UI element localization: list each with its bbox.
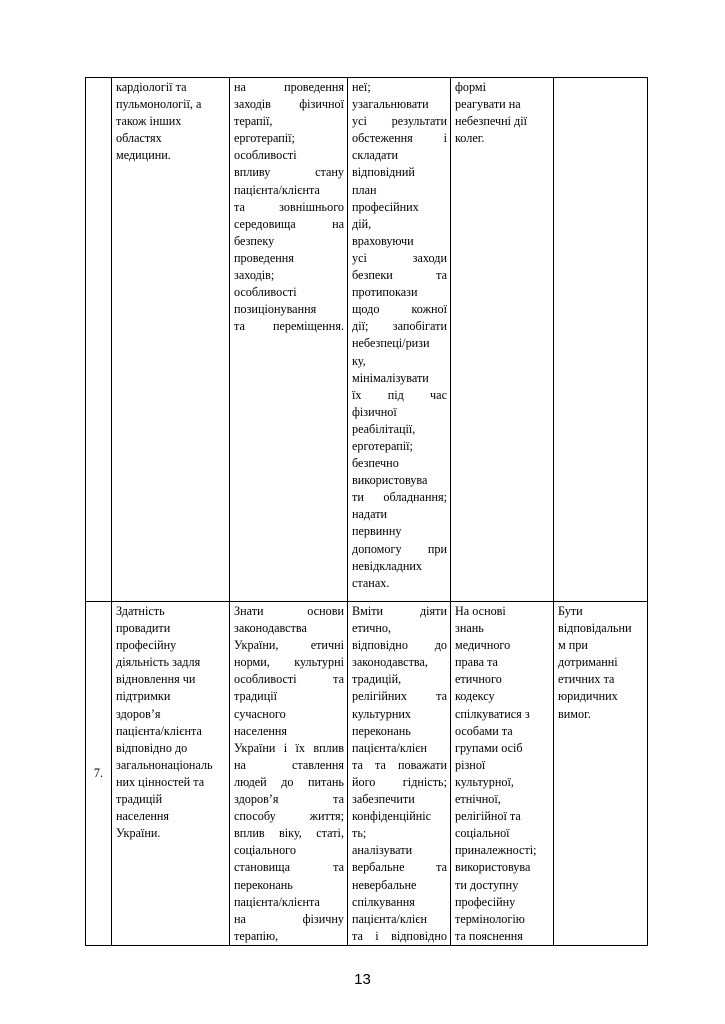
cell-line: безпечно <box>352 456 399 471</box>
cell-line: використовува <box>352 473 428 488</box>
cell-line: проведення <box>234 250 294 265</box>
cell-line: їх під час <box>352 387 447 402</box>
cell-line: та переміщення. <box>234 319 344 334</box>
cell-line: ти обладнання; <box>352 490 447 505</box>
cell-line: особливості та <box>234 672 344 687</box>
cell-line: пульмонології, а <box>116 97 202 112</box>
cell-line: професійних <box>352 199 419 214</box>
cell-skills <box>348 78 451 602</box>
cell-line: вимог. <box>558 706 591 721</box>
cell-line: середовища на <box>234 216 344 231</box>
cell-line: план <box>352 182 377 197</box>
cell-line: також інших <box>116 114 182 129</box>
cell-line: ерготерапії; <box>352 438 413 453</box>
cell-line: узагальнювати <box>352 97 429 112</box>
cell-line: етично, <box>352 621 392 636</box>
cell-communication <box>451 602 554 946</box>
cell-line: надати <box>352 507 388 522</box>
cell-line: заходів; <box>234 268 275 283</box>
cell-line: України і їх вплив <box>234 740 344 755</box>
cell-line: відповідальни <box>558 621 632 636</box>
cell-line: норми, культурні <box>234 655 344 670</box>
cell-line: мінімалізувати <box>352 370 429 385</box>
cell-line: його гідність; <box>352 774 447 789</box>
cell-line: та пояснення <box>455 928 523 943</box>
cell-line: етичних та <box>558 672 615 687</box>
cell-line: безпеки та <box>352 268 447 283</box>
cell-line: забезпечити <box>352 792 415 807</box>
cell-line: усі результати <box>352 114 447 129</box>
cell-communication <box>451 78 554 602</box>
cell-line: переконань <box>234 877 293 892</box>
cell-line: пацієнта/клієн <box>352 911 428 926</box>
row-number <box>86 78 112 602</box>
cell-line: різної <box>455 757 486 772</box>
cell-line: України, етичні <box>234 638 344 653</box>
cell-line: пацієнта/клієнта <box>234 182 320 197</box>
cell-line: групами осіб <box>455 740 523 755</box>
cell-line: соціальної <box>455 826 510 841</box>
cell-line: етнічної, <box>455 792 501 807</box>
cell-line: провадити <box>116 621 171 636</box>
cell-line: професійну <box>455 894 516 909</box>
cell-line: вербальне та <box>352 860 447 875</box>
cell-line: особами та <box>455 723 513 738</box>
cell-line: обстеження і <box>352 131 447 146</box>
cell-line: особливості <box>234 148 297 163</box>
cell-line: та зовнішнього <box>234 199 344 214</box>
cell-line: враховуючи <box>352 233 414 248</box>
cell-line: дії; запобігати <box>352 319 447 334</box>
cell-line: культурної, <box>455 774 514 789</box>
cell-responsibility <box>554 602 648 946</box>
cell-line: особливості <box>234 285 297 300</box>
cell-line: на фізичну <box>234 911 344 926</box>
cell-line: людей до питань <box>234 774 344 789</box>
cell-line: реабілітації, <box>352 421 416 436</box>
cell-line: релігійних та <box>352 689 447 704</box>
cell-line: дотриманні <box>558 655 618 670</box>
cell-line: На основі <box>455 604 506 618</box>
cell-line: кодексу <box>455 689 495 704</box>
cell-line: пацієнта/клієнта <box>116 723 202 738</box>
cell-line: пацієнта/клієн <box>352 740 428 755</box>
cell-line: позиціонування <box>234 302 317 317</box>
cell-line: населення <box>116 809 170 824</box>
cell-line: ть; <box>352 826 367 841</box>
cell-line: дій, <box>352 216 372 231</box>
cell-line: становища та <box>234 860 344 875</box>
competency-table <box>85 77 648 946</box>
cell-line: населення <box>234 723 288 738</box>
cell-line: медичного <box>455 638 511 653</box>
cell-line: терапію, <box>234 928 279 943</box>
cell-line: областях <box>116 131 162 146</box>
page-number: 13 <box>354 971 371 988</box>
cell-line: термінологію <box>455 911 525 926</box>
cell-line: соціального <box>234 843 296 858</box>
cell-line: приналежності; <box>455 843 537 858</box>
cell-line: терапії, <box>234 114 273 129</box>
cell-line: знань <box>455 621 484 636</box>
cell-line: небезпеці/ризи <box>352 336 430 351</box>
cell-line: здоров’я <box>116 706 161 721</box>
cell-line: конфіденційніс <box>352 809 432 824</box>
cell-line: України. <box>116 826 161 841</box>
cell-line: усі заходи <box>352 250 447 265</box>
cell-line: допомогу при <box>352 541 447 556</box>
cell-line: відповідно до <box>352 638 447 653</box>
cell-line: впливу стану <box>234 165 344 180</box>
cell-knowledge <box>230 602 348 946</box>
cell-line: первинну <box>352 524 402 539</box>
cell-line: спілкування <box>352 894 415 909</box>
cell-line: кардіології та <box>116 80 187 94</box>
cell-line: спілкуватися з <box>455 706 530 721</box>
cell-line: них цінностей та <box>116 774 205 789</box>
table-row <box>86 602 648 946</box>
cell-line: станах. <box>352 575 390 590</box>
cell-line: відновлення чи <box>116 672 196 687</box>
cell-skills <box>348 602 451 946</box>
cell-line: аналізувати <box>352 843 413 858</box>
cell-line: професійну <box>116 638 177 653</box>
cell-line: щодо кожної <box>352 302 447 317</box>
cell-line: діяльність задля <box>116 655 201 670</box>
cell-line: традиції <box>234 689 277 704</box>
cell-line: Здатність <box>116 604 165 618</box>
cell-line: заходів фізичної <box>234 97 344 112</box>
cell-line: законодавства, <box>352 655 428 670</box>
cell-line: колег. <box>455 131 485 146</box>
row-number: 7. <box>86 602 112 946</box>
cell-line: використовува <box>455 860 531 875</box>
cell-line: протипокази <box>352 285 418 300</box>
cell-line: Вміти діяти <box>352 604 447 618</box>
cell-line: складати <box>352 148 398 163</box>
cell-line: небезпечні дії <box>455 114 528 129</box>
cell-line: юридичних <box>558 689 618 704</box>
cell-line: загальнонаціональ <box>116 757 213 772</box>
cell-line: етичного <box>455 672 502 687</box>
cell-line: Знати основи <box>234 604 344 618</box>
cell-line: здоров’я та <box>234 792 344 807</box>
cell-line: Бути <box>558 604 583 618</box>
cell-line: традицій, <box>352 672 402 687</box>
cell-responsibility <box>554 78 648 602</box>
cell-line: ти доступну <box>455 877 519 892</box>
cell-line: на проведення <box>234 80 344 94</box>
cell-line: відповідно до <box>116 740 188 755</box>
cell-line: неї; <box>352 80 371 94</box>
cell-line: способу життя; <box>234 809 344 824</box>
cell-line: м при <box>558 638 588 653</box>
cell-line: на ставлення <box>234 757 344 772</box>
table-row <box>86 78 648 602</box>
cell-line: безпеку <box>234 233 275 248</box>
cell-line: та і відповідно <box>352 928 447 943</box>
cell-line: ку, <box>352 353 366 368</box>
cell-knowledge <box>230 78 348 602</box>
cell-line: культурних <box>352 706 411 721</box>
cell-line: пацієнта/клієнта <box>234 894 320 909</box>
cell-line: законодавства <box>234 621 307 636</box>
cell-line: невідкладних <box>352 558 423 573</box>
cell-line: медицини. <box>116 148 171 163</box>
cell-line: реагувати на <box>455 97 521 112</box>
cell-line: традицій <box>116 792 163 807</box>
cell-line: та та поважати <box>352 757 447 772</box>
cell-line: права та <box>455 655 498 670</box>
cell-line: відповідний <box>352 165 415 180</box>
cell-line: фізичної <box>352 404 397 419</box>
cell-line: формі <box>455 80 486 94</box>
cell-line: сучасного <box>234 706 286 721</box>
cell-line: невербальне <box>352 877 417 892</box>
cell-line: вплив віку, статі, <box>234 826 344 841</box>
cell-competency <box>112 602 230 946</box>
cell-competency <box>112 78 230 602</box>
cell-line: переконань <box>352 723 411 738</box>
cell-line: релігійної та <box>455 809 521 824</box>
cell-line: ерготерапії; <box>234 131 295 146</box>
cell-line: підтримки <box>116 689 171 704</box>
